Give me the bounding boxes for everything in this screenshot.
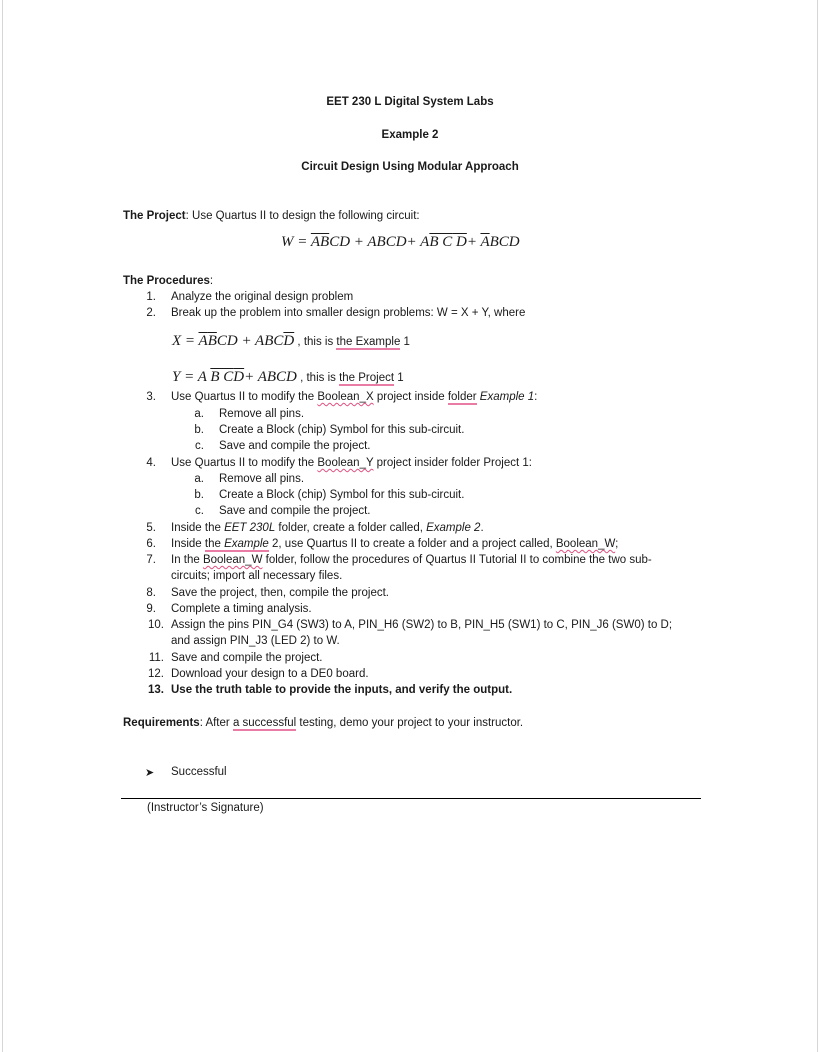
substep-number: c. [195,440,204,452]
step-text-part: folder, follow the procedures of Quartus II Tutorial II to combine the two sub- [262,554,652,566]
substep-text: Remove all pins. [219,408,305,420]
step-number: 2. [146,307,156,319]
substep-number: b. [194,424,204,436]
document-subtitle: Circuit Design Using Modular Approach [301,161,519,173]
signature-label: (Instructor’s Signature) [147,802,264,814]
eq-y-term: + ABCD [244,369,297,385]
eq-x-term: CD + ABC [216,333,284,349]
step-text: Analyze the original design problem [171,291,354,303]
requirements-line [123,717,523,729]
step-text [171,391,537,403]
eq-w-lhs: W = [281,234,311,250]
step-number: 3. [146,391,156,403]
substep-text: Save and compile the project. [219,440,371,452]
eq-x-lhs: X = [172,333,199,349]
requirements-label: Requirements [123,717,200,729]
eq-x-note-text: , this is [294,336,337,348]
step-text-part: : [534,391,538,403]
eq-x-term: $\overline{A}$ [198,333,208,349]
substep-number: a. [194,408,204,420]
step-text-continued: circuits; import all necessary files. [171,570,343,582]
step-text-underlined: folder [447,391,477,403]
eq-x-note-underlined: the Example [336,336,401,348]
step-text: Save and compile the project. [171,652,323,664]
project-label: The Project [123,210,186,222]
eq-w-term: $\overline{A}$ [310,234,321,250]
eq-y-note [297,372,404,386]
step-text: Assign the pins PIN_G4 (SW3) to A, PIN_H6 (SW2) to B, PIN_H5 (SW1) to C, PIN_J6 (SW0) to D; [171,619,673,631]
eq-x-term: $\overline{B}$ [207,333,217,349]
eq-y-note-text: , this is [296,372,340,384]
eq-y-note-underlined: the Project [339,372,395,384]
equation-x [172,333,410,350]
procedures-heading [123,275,213,287]
substep-text: Create a Block (chip) Symbol for this sub-circuit. [219,424,465,436]
step-text-part: project inside [373,391,448,403]
folder-name-eet230l: EET 230L [224,522,276,534]
step-text [171,457,532,469]
step-text-part: Use Quartus II to modify the [171,457,318,469]
step-number: 5. [146,522,156,534]
step-number: 9. [146,603,156,615]
step-text [171,522,484,534]
step-text: Break up the problem into smaller design problems: W = X + Y, where [171,307,526,319]
eq-x-note-text: 1 [400,336,410,348]
substep-text: Create a Block (chip) Symbol for this sub-circuit. [219,489,465,501]
eq-y-term: $\overline{D}$ [233,369,245,385]
eq-w-term: C [438,234,453,250]
eq-x-term: $\overline{D}$ [283,333,295,349]
step-number: 11. [148,652,164,664]
signature-line [121,798,701,799]
folder-name-boolean-w: Boolean_W [202,554,263,566]
requirements-text: : After [199,717,233,729]
step-text: Complete a timing analysis. [171,603,312,615]
eq-y-term: C [219,369,234,385]
project-text: : Use Quartus II to design the following circuit: [185,210,420,222]
equation-y [172,369,404,386]
example-title: Example 2 [381,129,439,141]
step-text-part: . [480,522,484,534]
step-text: Download your design to a DE0 board. [171,668,369,680]
arrow-bullet-icon: ➤ [145,767,155,779]
step-number: 12. [148,668,164,680]
eq-x-note [294,336,410,350]
eq-w-term: + [466,234,481,250]
step-text-part: project insider folder Project 1: [373,457,532,469]
eq-w-term: $\overline{A}$ [480,234,490,250]
course-title: EET 230 L Digital System Labs [326,96,494,108]
eq-w-term: BCD [489,234,520,250]
requirements-text: testing, demo your project to your instructor. [296,717,524,729]
substep-text: Remove all pins. [219,473,305,485]
eq-y-note-text: 1 [394,372,404,384]
step-text [171,538,618,550]
step-number: 10. [148,619,164,631]
step-number: 13. [148,684,164,696]
project-name-boolean-x: Boolean_X [317,391,374,403]
step-text-underlined [205,538,269,552]
folder-name-example: Example [224,538,269,550]
step-text-part: ; [615,538,619,550]
step-number: 8. [146,587,156,599]
folder-name-example-2: Example 2 [426,522,481,534]
equation-w [281,234,520,251]
step-text: Save the project, then, compile the project. [171,587,389,599]
step-text [171,554,652,566]
step-text-part: folder, create a folder called, [275,522,427,534]
project-line [123,210,420,222]
step-text-part: In the [171,554,203,566]
step-text-part: the [204,538,225,550]
eq-w-term: $\overline{B}$ [429,234,439,250]
procedures-label: The Procedures [123,275,210,287]
folder-name-example-1: Example 1 [479,391,535,403]
step-text-part: Inside the [171,522,225,534]
step-number: 4. [146,457,156,469]
step-number: 7. [146,554,156,566]
eq-y-lhs: Y = A [172,369,211,385]
eq-w-term: D [452,234,467,250]
eq-w-term: $\overline{B}$ [320,234,330,250]
eq-y-term: $\overline{B}$ [210,369,220,385]
step-number: 6. [146,538,156,550]
step-text-continued: and assign PIN_J3 (LED 2) to W. [171,635,340,647]
project-name-boolean-w: Boolean_W [555,538,616,550]
step-number: 1. [146,291,156,303]
step-text-part: 2, use Quartus II to create a folder and a project called, [268,538,556,550]
substep-number: b. [194,489,204,501]
substep-number: a. [194,473,204,485]
substep-text: Save and compile the project. [219,505,371,517]
step-text: Use the truth table to provide the inputs, and verify the output. [171,684,513,696]
status-successful: Successful [171,766,227,778]
step-text-part: Use Quartus II to modify the [171,391,318,403]
project-name-boolean-y: Boolean_Y [317,457,374,469]
eq-w-term: CD + ABCD+ A [329,234,430,250]
procedures-label-suffix: : [209,275,214,287]
step-text-part: Inside [171,538,205,550]
requirements-underlined: a successful [232,717,297,729]
substep-number: c. [195,505,204,517]
